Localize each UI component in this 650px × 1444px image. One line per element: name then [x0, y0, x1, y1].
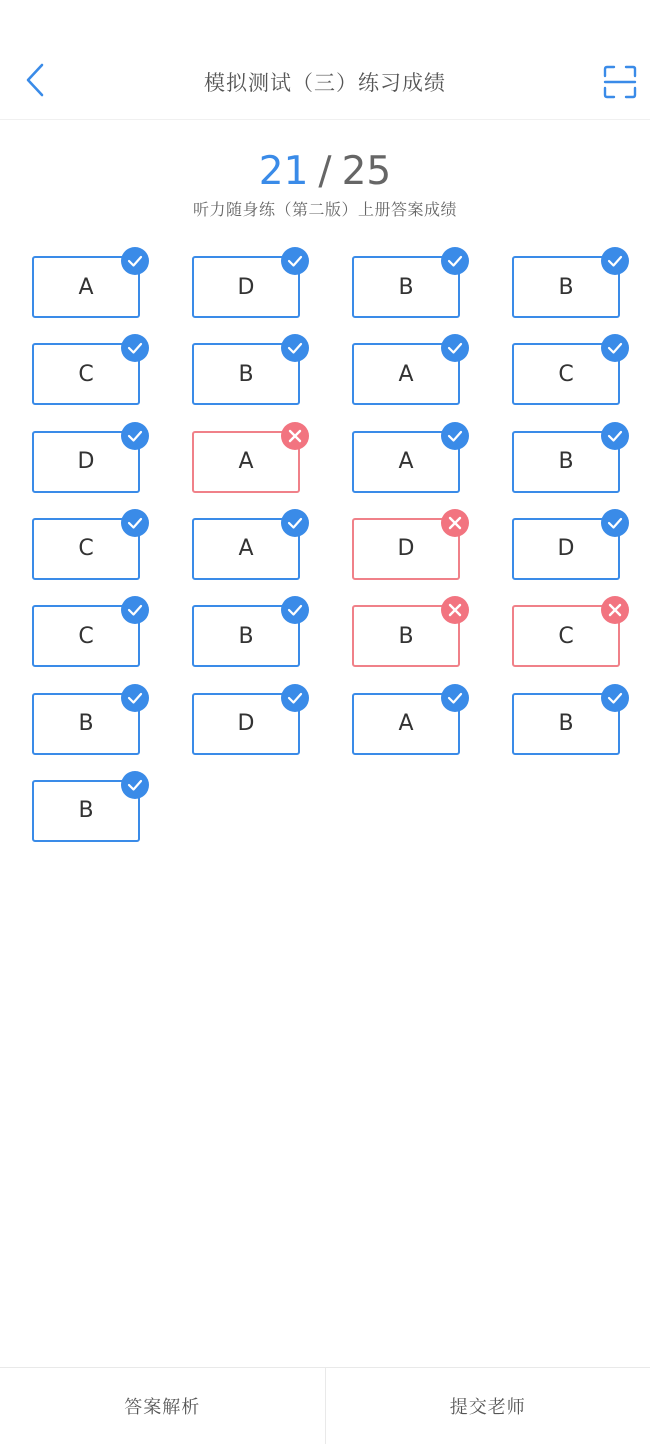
book-subtitle: 听力随身练（第二版）上册答案成绩	[192, 200, 457, 219]
score-display	[0, 146, 650, 198]
answer-cell[interactable]	[32, 518, 140, 580]
answer-label: B	[78, 711, 94, 736]
answer-label: B	[398, 623, 414, 649]
answer-label: D	[237, 711, 255, 736]
correct-check-icon	[601, 334, 629, 362]
answer-label: C	[78, 623, 94, 649]
score-separator: /	[318, 149, 332, 194]
correct-check-icon	[601, 247, 629, 275]
answer-label: D	[397, 536, 415, 562]
correct-check-icon	[281, 247, 309, 275]
answer-label: B	[78, 798, 94, 824]
correct-check-icon	[441, 684, 469, 712]
correct-check-icon	[601, 422, 629, 450]
wrong-x-icon	[441, 509, 469, 537]
answer-cell[interactable]	[192, 605, 300, 667]
answer-cell[interactable]	[512, 256, 620, 318]
correct-check-icon	[281, 509, 309, 537]
answer-label: B	[238, 623, 254, 649]
answer-analysis-button[interactable]: 答案解析	[124, 1397, 201, 1418]
header	[0, 44, 650, 120]
answer-cell[interactable]	[352, 256, 460, 318]
answer-cell[interactable]	[32, 256, 140, 318]
answer-label: D	[237, 274, 255, 300]
answer-cell[interactable]	[352, 693, 460, 755]
answer-label: C	[558, 623, 574, 649]
answer-cell[interactable]	[352, 431, 460, 493]
back-button[interactable]	[18, 62, 52, 102]
correct-check-icon	[121, 422, 149, 450]
correct-check-icon	[121, 684, 149, 712]
answer-label: B	[558, 711, 574, 736]
answer-cell[interactable]	[192, 431, 300, 493]
answer-cell[interactable]	[512, 343, 620, 405]
answer-label: B	[558, 449, 574, 475]
answer-label: A	[238, 536, 254, 562]
answer-label: C	[78, 536, 94, 562]
correct-check-icon	[441, 247, 469, 275]
answer-label: A	[238, 449, 254, 475]
submit-to-teacher-button[interactable]: 提交老师	[325, 1368, 650, 1444]
answer-cell[interactable]	[192, 518, 300, 580]
correct-check-icon	[121, 771, 149, 799]
correct-check-icon	[601, 509, 629, 537]
chevron-left-icon	[25, 63, 45, 101]
answer-label: A	[78, 274, 94, 300]
answer-label: A	[398, 361, 414, 387]
answer-label: C	[78, 361, 94, 387]
answer-cell[interactable]	[512, 431, 620, 493]
correct-check-icon	[121, 334, 149, 362]
answer-label: A	[398, 449, 414, 475]
answer-cell[interactable]	[32, 780, 140, 842]
answer-cell[interactable]	[512, 605, 620, 667]
correct-check-icon	[121, 247, 149, 275]
answer-label: C	[558, 361, 574, 387]
wrong-x-icon	[281, 422, 309, 450]
correct-check-icon	[441, 422, 469, 450]
scan-frame-icon	[603, 65, 637, 103]
correct-check-icon	[121, 596, 149, 624]
answer-cell[interactable]	[192, 693, 300, 755]
answer-cell[interactable]	[352, 343, 460, 405]
wrong-x-icon	[441, 596, 469, 624]
correct-check-icon	[281, 684, 309, 712]
answer-cell[interactable]	[32, 693, 140, 755]
correct-check-icon	[281, 334, 309, 362]
total-count: 25	[341, 149, 392, 194]
correct-check-icon	[281, 596, 309, 624]
answer-cell[interactable]	[192, 256, 300, 318]
answer-cell[interactable]	[352, 518, 460, 580]
answer-cell[interactable]	[512, 693, 620, 755]
answer-cell[interactable]	[32, 343, 140, 405]
answer-label: D	[557, 536, 575, 562]
correct-check-icon	[121, 509, 149, 537]
wrong-x-icon	[601, 596, 629, 624]
answer-label: B	[238, 361, 254, 387]
scan-button[interactable]	[600, 64, 640, 104]
answer-label: B	[558, 274, 574, 300]
correct-check-icon	[441, 334, 469, 362]
answer-cell[interactable]	[32, 431, 140, 493]
bottom-bar	[0, 1367, 650, 1444]
answer-label: B	[398, 274, 414, 300]
page-title: 模拟测试（三）练习成绩	[204, 71, 446, 95]
answer-cell[interactable]	[32, 605, 140, 667]
correct-check-icon	[601, 684, 629, 712]
answer-label: A	[398, 711, 414, 736]
answer-cell[interactable]	[512, 518, 620, 580]
correct-count: 21	[258, 149, 309, 194]
answer-cell[interactable]	[192, 343, 300, 405]
answer-label: D	[77, 449, 95, 475]
answer-cell[interactable]	[352, 605, 460, 667]
